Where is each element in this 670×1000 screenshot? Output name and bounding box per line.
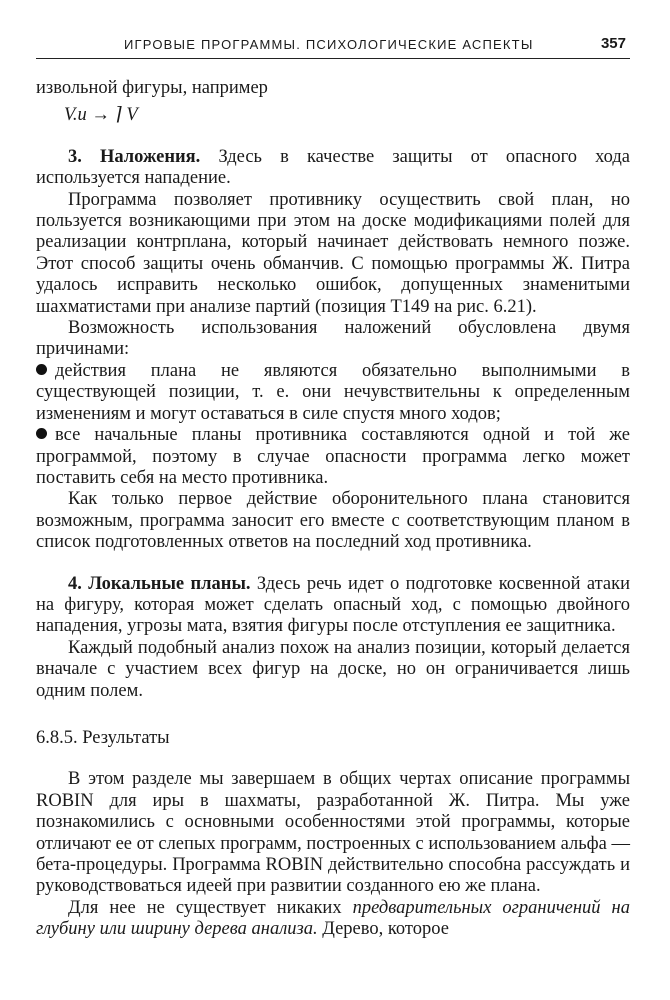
intro-line: извольной фигуры, например bbox=[36, 78, 268, 98]
item-4-paragraph bbox=[36, 574, 630, 638]
bullet-item-1 bbox=[36, 361, 630, 425]
last-start: Для нее не существует никаких bbox=[68, 897, 342, 918]
running-title: ИГРОВЫЕ ПРОГРАММЫ. ПСИХОЛОГИЧЕСКИЕ АСПЕКТЫ bbox=[124, 37, 534, 52]
page-number: 357 bbox=[600, 35, 626, 52]
section-title: 6.8.5. Результаты bbox=[36, 727, 170, 748]
item-4-heading: 4. Локальные планы. bbox=[68, 573, 251, 594]
item-3-heading: 3. Наложения. bbox=[68, 146, 201, 167]
item-4-text: Здесь речь идет о подготовке косвенной атаки на фигуру, которая может сделать опасный ход, с помощью двойного нападения, угрозы мата, взятия фигуры после отступления ее защитника. bbox=[36, 573, 630, 637]
item-3-text: Здесь в качестве защиты от опасного хода используется нападение. bbox=[36, 146, 630, 189]
page-header bbox=[36, 34, 630, 59]
formula: V.u → ⌉ V bbox=[64, 105, 138, 126]
page-body bbox=[36, 78, 630, 941]
paragraph-as-soon: Как только первое действие оборонительного плана становится возможным, программа заносит его вместе с соответствующим планом в список подготовленных ответов на последний ход противника. bbox=[36, 489, 630, 553]
paragraph-each: Каждый подобный анализ похож на анализ позиции, который делается вначале с участием всех фигур на доске, но он ограничивается лишь одним полем. bbox=[36, 637, 630, 701]
last-end: Дерево, которое bbox=[322, 919, 449, 940]
bullet-1-text: действия плана не являются обязательно выполнимыми в существующей позиции, т. е. они нечувствительны к определенным изменениям и могут оставаться в силе спустя много ходов; bbox=[36, 360, 630, 424]
paragraph-possibility: Возможность использования наложений обусловлена двумя причинами: bbox=[36, 318, 630, 360]
bullet-item-2 bbox=[36, 425, 630, 489]
item-3-paragraph bbox=[36, 147, 630, 190]
bullet-icon bbox=[36, 364, 47, 375]
bullet-2-text: все начальные планы противника составляются одной и той же программой, поэтому в случае опасности программа легко может поставить себя на место противника. bbox=[36, 425, 630, 488]
paragraph-in-this-section: В этом разделе мы завершаем в общих чертах описание программы ROBIN для иры в шахматы, разработанной Ж. Питра. Мы уже познакомились с основными особенностями этой программы, которые отличают ее от слепых программ, построенных с использованием альфа — бета-процедуры. Программа ROBIN действительно способна рассуждать и руководствоваться идеей при развитии созданного ею же плана. bbox=[36, 769, 630, 897]
paragraph-program-allows: Программа позволяет противнику осуществить свой план, но пользуется возникающими при этом на доске модификациями полей для реализации контрплана, который начинает действовать немного позже. Этот способ защиты очень обманчив. С помощью программы Ж. Питра удалось исправить несколько ошибок, допущенных знаменитыми шахматистами при анализе партий (позиция Т149 на рис. 6.21). bbox=[36, 189, 630, 317]
last-italic: предварительных ограничений на глубину или ширину дерева анализа. bbox=[36, 897, 630, 940]
paragraph-last bbox=[36, 898, 630, 941]
bullet-icon bbox=[36, 428, 47, 439]
